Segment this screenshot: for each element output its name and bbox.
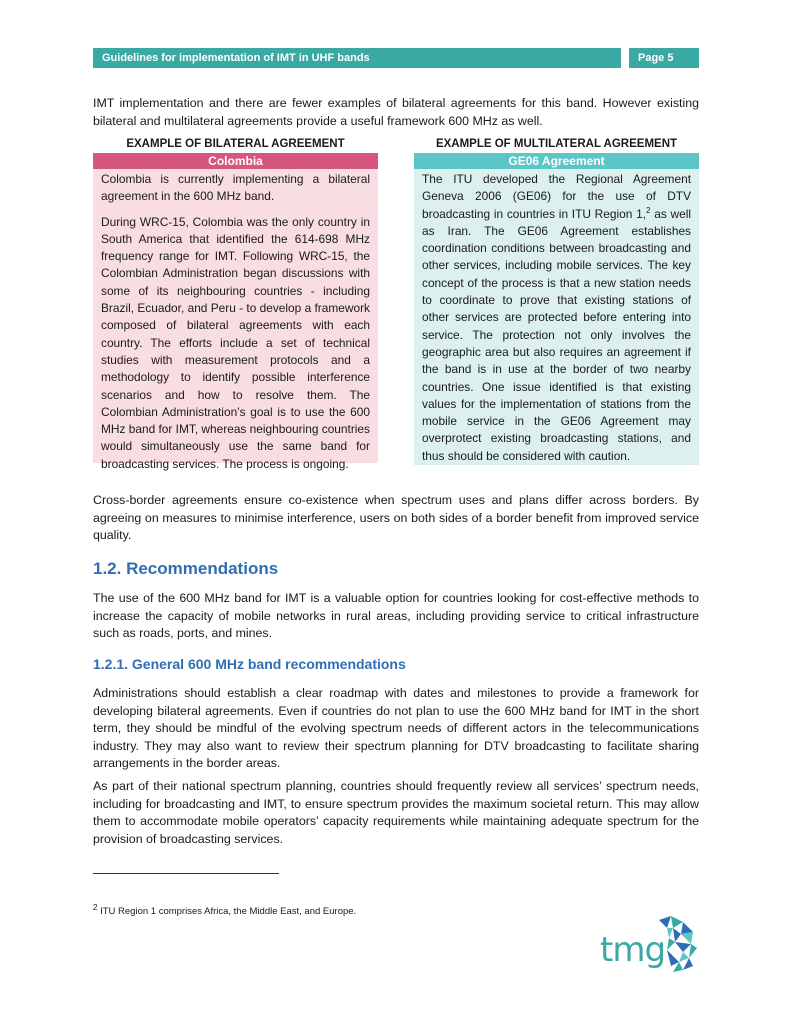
footnote [93, 902, 357, 918]
multilateral-example-box [414, 153, 699, 465]
multilateral-paragraph [422, 171, 691, 465]
section-heading-recommendations: 1.2. Recommendations [93, 559, 279, 578]
multilateral-text-part-1: The ITU developed the Regional Agreement Geneva 2006 (GE06) for the use of DTV broadcasting in countries in ITU Region 1, [422, 172, 691, 221]
multilateral-box-body [414, 169, 699, 471]
general-paragraph-1: Administrations should establish a clear roadmap with dates and milestones to provide a framework for developing bilateral agreements. Even if countries do not plan to use the 600 MHz band for IMT in the short term, they should be mindful of the evolving spectrum needs of different actors in the telecommunications industry. They may also want to review their spectrum planning for DTV broadcasting to facilitate sharing arrangements in the border areas. [93, 686, 699, 770]
recommendations-paragraph: The use of the 600 MHz band for IMT is a valuable option for countries looking for cost-effective methods to increase the capacity of mobile networks in rural areas, including providing service to critical infrastructure such as roads, ports, and mines. [93, 591, 699, 640]
multilateral-text-part-2: as well as Iran. The GE06 Agreement establishes coordination conditions between broadcasting and other services, including mobile services. The key concept of the process is that a new station needs to coordinate to prove that existing stations of other services are protected before entering into service. The protection not only involves the geographic area but also requires an agreement if the band is in use at the border of two nearby countries. One issue identified is that existing values for the implementation of stations from the mobile service in the GE06 Agreement may overprotect existing broadcasting stations, and thus should be considered with caution. [422, 206, 692, 463]
subsection-heading-general: 1.2.1. General 600 MHz band recommendations [93, 656, 406, 672]
bilateral-example-box [93, 153, 378, 471]
bilateral-column-title: EXAMPLE OF BILATERAL AGREEMENT [126, 138, 345, 150]
intro-paragraph: IMT implementation and there are fewer examples of bilateral agreements for this band. However existing bilateral and multilateral agreements provide a useful framework 600 MHz as well. [93, 96, 699, 128]
footnote-text: ITU Region 1 comprises Africa, the Middle East, and Europe. [97, 906, 357, 917]
footnote-divider [93, 873, 279, 874]
page-number: Page 5 [629, 48, 699, 68]
bilateral-paragraph-2: During WRC-15, Colombia was the only country in South America that identified the 614-698 MHz frequency range for IMT. Following WRC-15, the Colombian Administration began discussions with some of its neighbouring countries - including Brazil, Ecuador, and Peru - to develop a framework composed of bilateral agreements with each country. The efforts include a set of technical studies with measurement protocols and a methodology to identify possible interference scenarios and how to resolve them. The Colombian Administration’s goal is to use the 600 MHz band for IMT, whereas neighbouring countries would simultaneously use the same band for broadcasting services. The process is ongoing. [101, 214, 370, 471]
general-paragraph-2: As part of their national spectrum planning, countries should frequently review all services’ spectrum needs, including for broadcasting and IMT, to ensure spectrum provides the maximum societal return. This may allow them to accommodate mobile operators’ capacity requirements while maintaining adequate spectrum for the provision of broadcasting services. [93, 779, 699, 846]
footnote-number: 2 [93, 902, 98, 912]
bilateral-box-body [93, 169, 378, 479]
tmg-logo-text: tmg [600, 930, 666, 970]
cross-border-paragraph: Cross-border agreements ensure co-existence when spectrum uses and plans differ across borders. By agreeing on measures to minimise interference, users on both sides of a border benefit from improved service quality. [93, 493, 699, 542]
bilateral-paragraph-1: Colombia is currently implementing a bilateral agreement in the 600 MHz band. [101, 172, 370, 204]
multilateral-box-title: GE06 Agreement [414, 153, 699, 169]
multilateral-column-title: EXAMPLE OF MULTILATERAL AGREEMENT [435, 138, 678, 150]
header-title: Guidelines for implementation of IMT in UHF bands [93, 48, 621, 68]
bilateral-box-title: Colombia [93, 153, 378, 169]
footnote-reference[interactable]: 2 [646, 205, 651, 215]
